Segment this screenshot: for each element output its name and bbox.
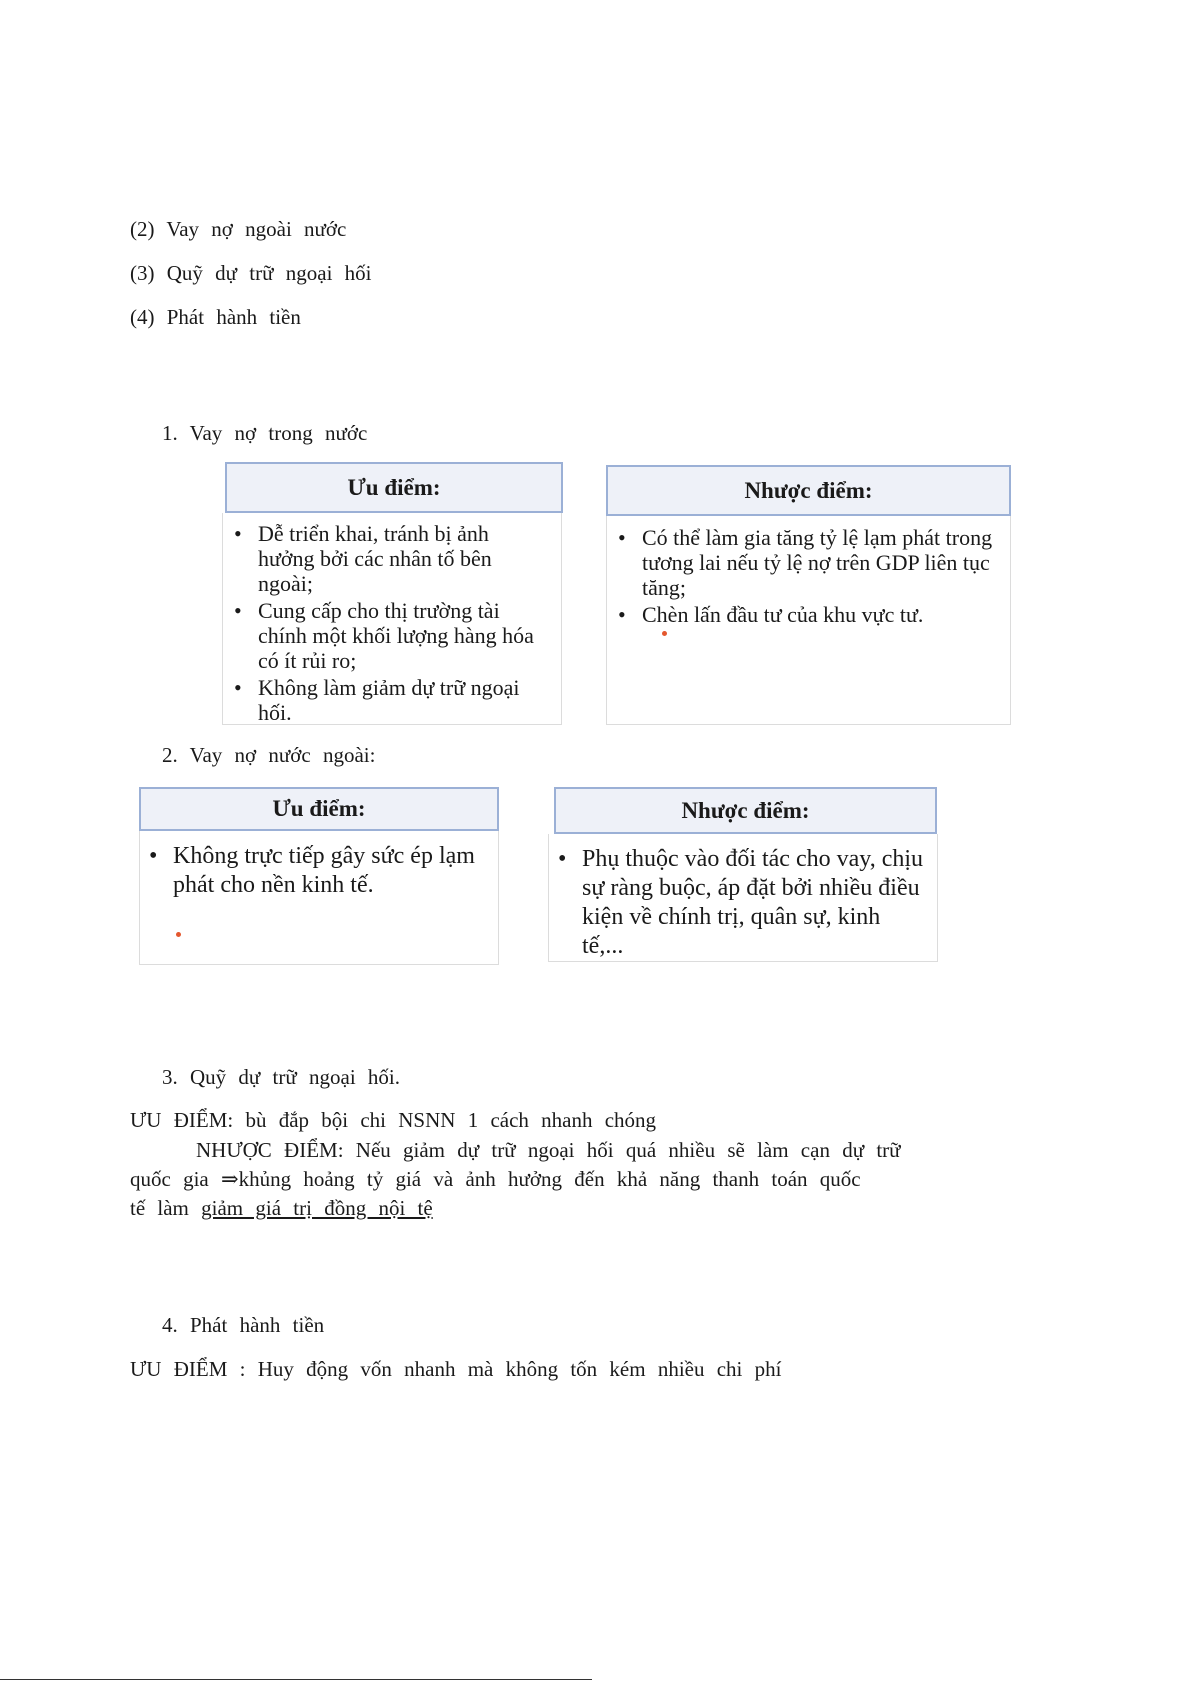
section1-cons-header bbox=[606, 465, 1011, 516]
section3-cons-line-2: quốc gia ⇒khủng hoảng tỷ giá và ảnh hưởng đến khả năng thanh toán quốc bbox=[130, 1167, 861, 1191]
section3-cons-line-1: NHƯỢC ĐIỂM: Nếu giảm dự trữ ngoại hối quá nhiều sẽ làm cạn dự trữ bbox=[196, 1138, 901, 1162]
decorative-dot bbox=[662, 631, 667, 636]
list-item: • Phụ thuộc vào đối tác cho vay, chịu sự ràng buộc, áp đặt bởi nhiều điều kiện về chính trị, quân sự, kinh tế,... bbox=[556, 845, 926, 961]
section2-heading: 2. Vay nợ nước ngoài: bbox=[162, 743, 376, 767]
footer-divider bbox=[0, 1679, 592, 1680]
section2-cons-title: Nhược điểm: bbox=[681, 797, 810, 823]
list-item: • Không làm giảm dự trữ ngoại hối. bbox=[232, 675, 548, 725]
intro-item-4: (4) Phát hành tiền bbox=[130, 305, 301, 329]
section3-heading: 3. Quỹ dự trữ ngoại hối. bbox=[162, 1065, 400, 1089]
intro-item-2: (2) Vay nợ ngoài nước bbox=[130, 217, 347, 241]
section4-pros-line: ƯU ĐIỂM : Huy động vốn nhanh mà không tốn kém nhiều chi phí bbox=[130, 1357, 782, 1381]
list-item: • Không trực tiếp gây sức ép lạm phát cho nền kinh tế. bbox=[147, 842, 477, 900]
decorative-dot bbox=[176, 932, 181, 937]
list-item: • Dễ triển khai, tránh bị ảnh hưởng bởi các nhân tố bên ngoài; bbox=[232, 521, 548, 596]
section1-pros-header bbox=[225, 462, 563, 513]
list-item: • Chèn lấn đầu tư của khu vực tư. bbox=[616, 602, 996, 627]
section3-cons-line-3-underlined: giảm giá trị đồng nội tệ bbox=[201, 1196, 433, 1220]
section1-pros-list bbox=[232, 521, 548, 727]
section1-cons-title: Nhược điểm: bbox=[744, 477, 873, 503]
intro-item-3: (3) Quỹ dự trữ ngoại hối bbox=[130, 261, 372, 285]
section1-cons-list bbox=[616, 525, 996, 629]
section2-cons-list bbox=[556, 845, 926, 963]
list-item: • Có thể làm gia tăng tỷ lệ lạm phát trong tương lai nếu tỷ lệ nợ trên GDP liên tục tăng; bbox=[616, 525, 996, 600]
section1-pros-title: Ưu điểm: bbox=[347, 474, 441, 500]
section1-heading: 1. Vay nợ trong nước bbox=[162, 421, 368, 445]
section3-cons-line-3 bbox=[130, 1198, 433, 1219]
list-item: • Cung cấp cho thị trường tài chính một khối lượng hàng hóa có ít rủi ro; bbox=[232, 598, 548, 673]
section2-cons-header bbox=[554, 787, 937, 834]
section4-heading: 4. Phát hành tiền bbox=[162, 1313, 325, 1337]
section2-pros-header bbox=[139, 787, 499, 831]
section3-pros-line: ƯU ĐIỂM: bù đắp bội chi NSNN 1 cách nhanh chóng bbox=[130, 1108, 657, 1132]
section2-pros-list bbox=[147, 842, 477, 902]
section2-pros-title: Ưu điểm: bbox=[272, 796, 366, 821]
section3-cons-line-3-prefix: tế làm bbox=[130, 1196, 189, 1220]
